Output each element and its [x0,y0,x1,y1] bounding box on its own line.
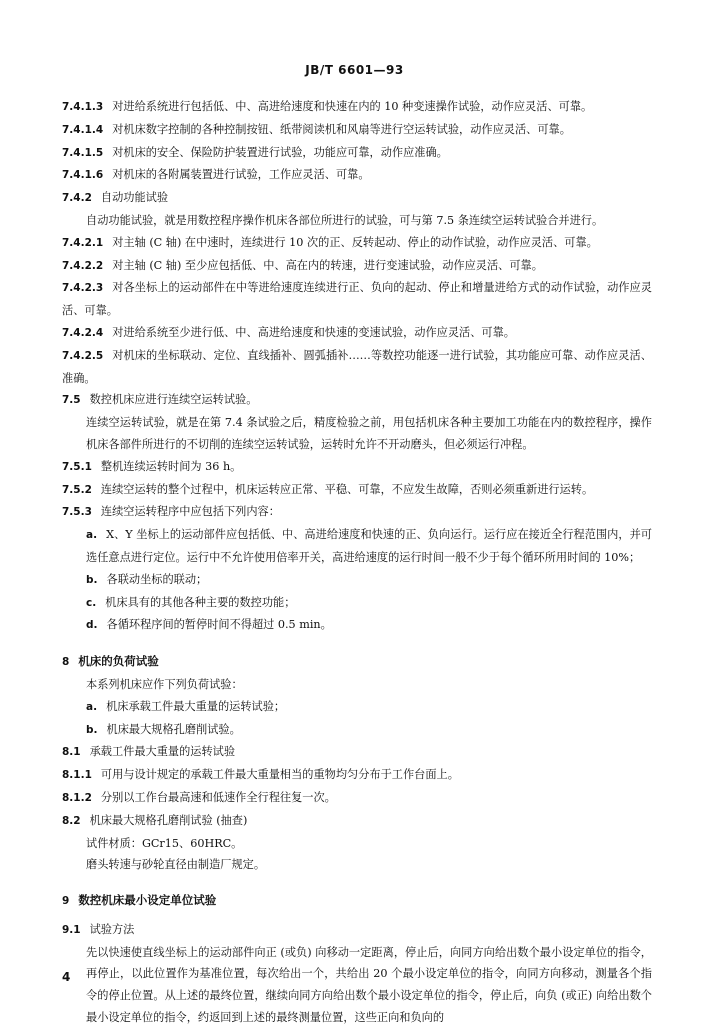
grinding-spec: 磨头转速与砂轮直径由制造厂规定。 [86,858,266,872]
clause-7-5-2: 7.5.2 连续空运转的整个过程中，机床运转应正常、平稳、可靠，不应发生故障，否则必须重新进行运转。 [62,482,594,496]
test-material: 试件材质：GCr15、60HRC。 [86,836,243,850]
clause-7-4-2-3: 7.4.2.3 对各坐标上的运动部件在中等进给速度连续进行正、负向的起动、停止和增量进给方式的动作试验，动作应灵活、可靠。 [62,281,652,318]
clause-7-4-1-4: 7.4.1.4 对机床数字控制的各种控制按钮、纸带阅读机和风扇等进行空运转试验，动作应灵活、可靠。 [62,122,571,136]
document-body [62,96,652,1029]
clause-8-1-2: 8.1.2 分别以工作台最高速和低速作全行程往复一次。 [62,790,336,804]
page-number: 4 [62,970,71,984]
paragraph-auto-function: 自动功能试验，就是用数控程序操作机床各部位所进行的试验，可与第 7.5 条连续空运转试验合并进行。 [86,213,604,227]
load-item-b: b. 机床最大规格孔磨削试验。 [86,722,241,736]
clause-7-4-1-6: 7.4.1.6 对机床的各附属装置进行试验，工作应灵活、可靠。 [62,168,370,182]
clause-7-4-2: 7.4.2 自动功能试验 [62,191,169,205]
load-item-a: a. 机床承载工件最大重量的运转试验； [86,699,286,713]
section-8-heading: 8 机床的负荷试验 [62,654,159,669]
clause-9-1: 9.1 试验方法 [62,922,135,936]
clause-7-5-3: 7.5.3 连续空运转程序中应包括下列内容： [62,505,280,519]
page-header: JB/T 6601—93 [305,63,404,77]
clause-8-1: 8.1 承载工件最大重量的运转试验 [62,745,236,759]
clause-7-4-2-1: 7.4.2.1 对主轴 (C 轴) 在中速时，连续进行 10 次的正、反转起动、停止的动作试验，动作应灵活、可靠。 [62,235,598,249]
clause-7-5-1: 7.5.1 整机连续运转时间为 36 h。 [62,459,242,473]
clause-7-4-2-5: 7.4.2.5 对机床的坐标联动、定位、直线插补、圆弧插补……等数控功能逐一进行试验，其功能应可靠、动作应灵活、准确。 [62,348,652,385]
section-9-heading: 9 数控机床最小设定单位试验 [62,893,217,908]
list-item-b: b. 各联动坐标的联动； [86,572,208,586]
spacer [62,876,652,890]
list-item-c: c. 机床具有的其他各种主要的数控功能； [86,595,296,609]
clause-7-4-1-3: 7.4.1.3 对进给系统进行包括低、中、高进给速度和快速在内的 10 种变速操作试验，动作应灵活、可靠。 [62,100,593,113]
clause-8-2: 8.2 机床最大规格孔磨削试验 (抽查) [62,813,248,827]
clause-7-4-1-5: 7.4.1.5 对机床的安全、保险防护装置进行试验，功能应可靠，动作应准确。 [62,145,448,159]
spacer [62,637,652,651]
clause-8-1-1: 8.1.1 可用与设计规定的承载工件最大重量相当的重物均匀分布于工作台面上。 [62,768,459,782]
paragraph-continuous-run: 连续空运转试验，就是在第 7.4 条试验之后，精度检验之前，用包括机床各种主要加工功能在内的数控程序，操作机床各部件所进行的不切削的连续空运转试验，运转时允许不开动磨头，但必须运行冲程。 [86,416,652,451]
list-item-d: d. 各循环程序间的暂停时间不得超过 0.5 min。 [86,618,332,632]
paragraph-test-method: 先以快速使直线坐标上的运动部件向正 (或负) 向移动一定距离，停止后，向同方向给出数个最小设定单位的指令，再停止，以此位置作为基准位置，每次给出一个，共给出 20 个最小设定单位的指令，向同方向移动，测量各个指令的停止位置。从上述的最终位置，继续向同方向给出数个最小设定单位的指令，停止后，向负 (或正) 向给出数个最小设定单位的指令，约返回到上述的最终测量位置，这些正向和负向的 [86,945,652,1025]
paragraph-load-tests: 本系列机床应作下列负荷试验： [86,677,243,691]
clause-7-5: 7.5 数控机床应进行连续空运转试验。 [62,393,258,407]
clause-7-4-2-4: 7.4.2.4 对进给系统至少进行低、中、高进给速度和快速的变速试验，动作应灵活、可靠。 [62,325,515,339]
clause-7-4-2-2: 7.4.2.2 对主轴 (C 轴) 至少应包括低、中、高在内的转速，进行变速试验，动作应灵活、可靠。 [62,258,543,272]
list-item-a: a. X、Y 坐标上的运动部件应包括低、中、高进给速度和快速的正、负向运行。运行应在接近全行程范围内，并可选任意点进行定位。运行中不允许使用倍率开关，高进给速度的运行时间一般不少于每个循环所用时间的 10%； [86,528,652,564]
